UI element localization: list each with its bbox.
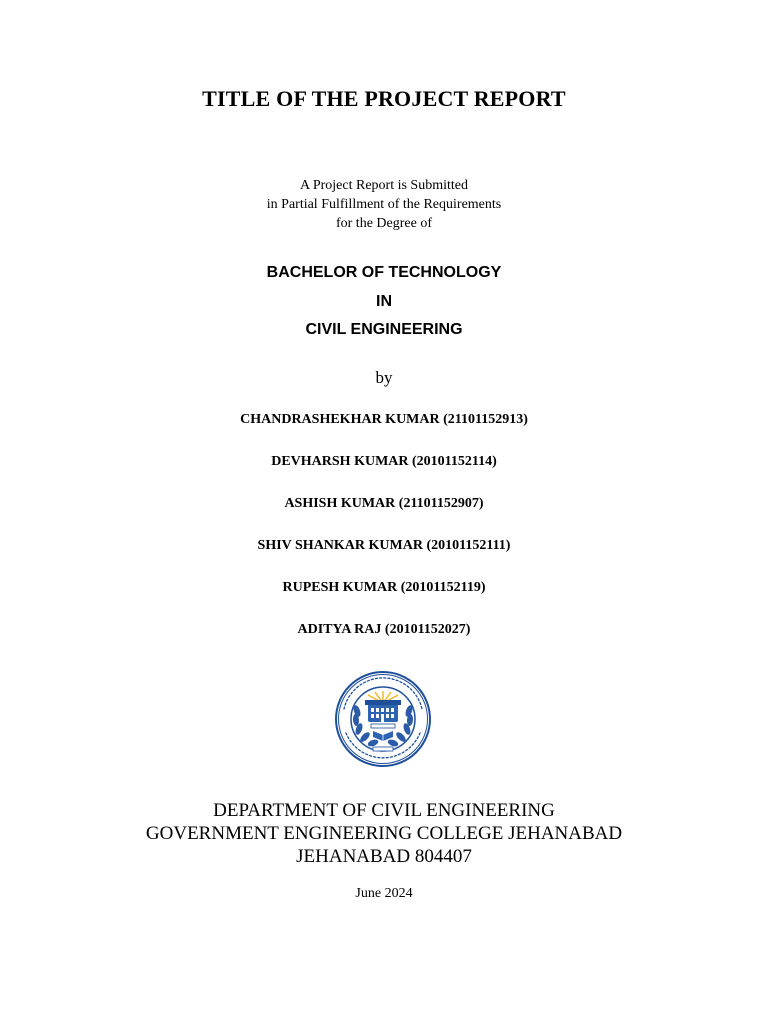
report-title: TITLE OF THE PROJECT REPORT <box>202 86 566 111</box>
submission-line-1: A Project Report is Submitted <box>300 178 468 193</box>
student-name: CHANDRASHEKHAR KUMAR (21101152913) <box>240 412 528 427</box>
college-logo <box>313 663 453 775</box>
student-name: ADITYA RAJ (20101152027) <box>297 622 471 637</box>
degree-line-1: BACHELOR OF TECHNOLOGY <box>266 264 502 281</box>
submission-statement <box>0 176 768 233</box>
degree-line-2: IN <box>376 293 392 310</box>
department-line-3: JEHANABAD 804407 <box>296 846 472 867</box>
student-name: SHIV SHANKAR KUMAR (20101152111) <box>257 538 511 553</box>
student-name: RUPESH KUMAR (20101152119) <box>282 580 486 595</box>
student-name: DEVHARSH KUMAR (20101152114) <box>271 454 497 469</box>
department-line-1: DEPARTMENT OF CIVIL ENGINEERING <box>213 800 555 821</box>
department-line-2: GOVERNMENT ENGINEERING COLLEGE JEHANABAD <box>145 823 623 844</box>
college-seal-icon <box>313 663 453 775</box>
degree-line-3: CIVIL ENGINEERING <box>305 321 463 338</box>
submission-date: June 2024 <box>355 886 413 901</box>
student-name: ASHISH KUMAR (21101152907) <box>284 496 484 511</box>
by-label: by <box>375 368 393 387</box>
submission-line-3: for the Degree of <box>335 216 432 231</box>
submission-line-2: in Partial Fulfillment of the Requirements <box>266 197 502 212</box>
